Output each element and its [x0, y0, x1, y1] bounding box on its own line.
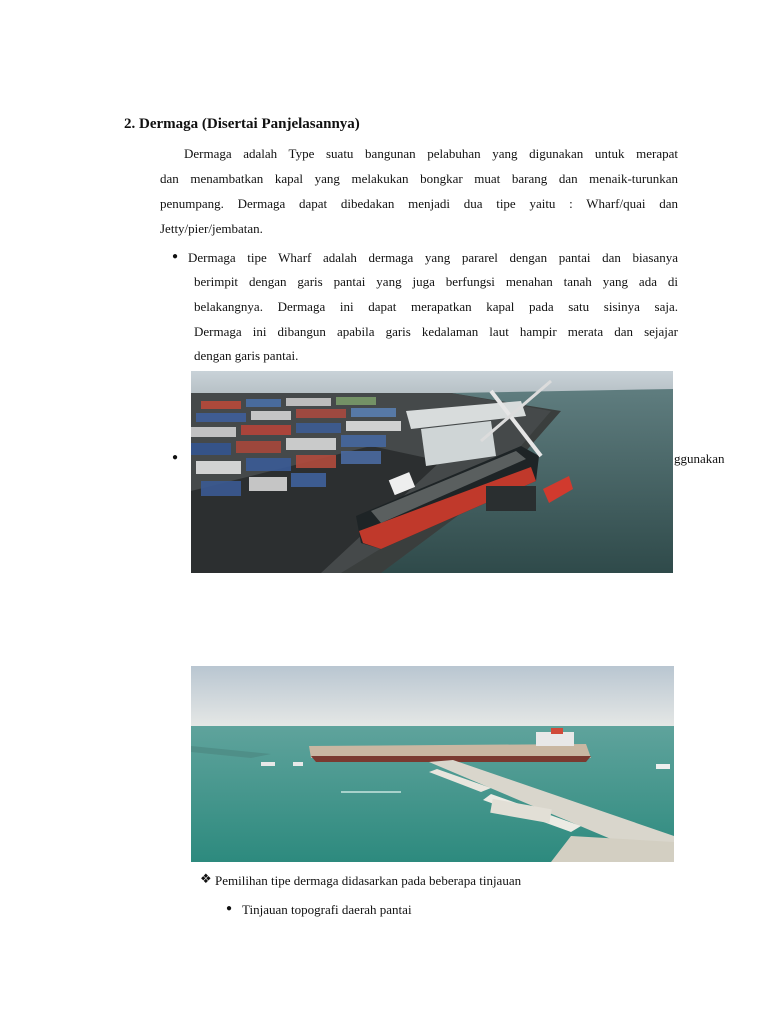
wharf-photo	[191, 371, 673, 573]
diamond-bullet-icon: ❖	[200, 872, 212, 887]
intro-line-1: Dermaga adalah Type suatu bangunan pelabuhan yang digunakan untuk merapat	[184, 146, 678, 161]
bullet-dot: ●	[172, 452, 179, 463]
wharf-line-2: berimpit dengan garis pantai yang juga berfungsi menahan tanah yang ada di	[194, 274, 678, 289]
intro-line-2: dan menambatkan kapal yang melakukan bongkar muat barang dan menaik-turunkan	[160, 171, 678, 186]
wharf-line-3: belakangnya. Dermaga ini dapat merapatkan kapal pada satu sisinya saja.	[194, 299, 678, 314]
section-heading: 2. Dermaga (Disertai Panjelasannya)	[124, 116, 360, 132]
jetty-photo	[191, 666, 674, 862]
wharf-line-5: dengan garis pantai.	[194, 348, 299, 363]
bullet-dot: ●	[226, 903, 233, 914]
jetty-line-fragment: ggunakan	[674, 451, 725, 466]
intro-line-3: penumpang. Dermaga dapat dibedakan menjadi dua tipe yaitu : Wharf/quai dan	[160, 196, 678, 211]
wharf-line-1: Dermaga tipe Wharf adalah dermaga yang pararel dengan pantai dan biasanya	[188, 250, 678, 265]
wharf-line-4: Dermaga ini dibangun apabila garis kedalaman laut hampir merata dan sejajar	[194, 324, 678, 339]
selection-heading: Pemilihan tipe dermaga didasarkan pada beberapa tinjauan	[215, 873, 522, 888]
intro-line-4: Jetty/pier/jembatan.	[160, 221, 263, 236]
bullet-dot: ●	[172, 251, 179, 262]
selection-item-1: Tinjauan topografi daerah pantai	[242, 902, 412, 917]
